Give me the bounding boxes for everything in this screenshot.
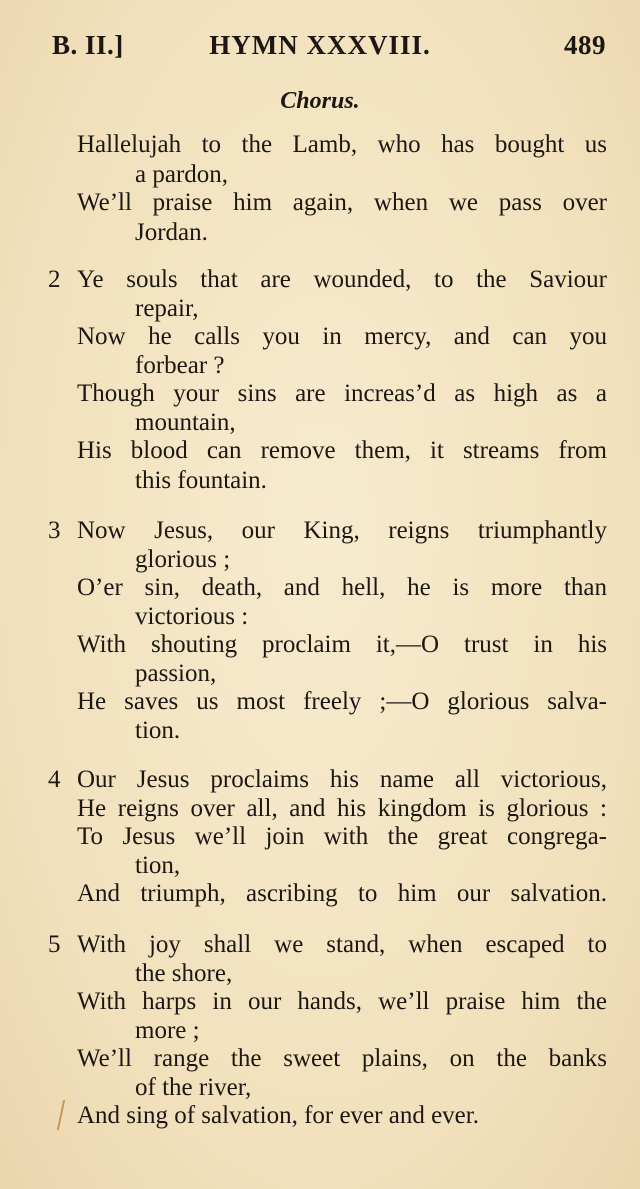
hymn-title: HYMN XXXVIII.: [209, 30, 431, 60]
running-header: [0, 30, 640, 74]
verse-number: 4: [48, 766, 61, 793]
verse-line: Our Jesus proclaims his name all victorious,: [77, 766, 607, 793]
verse-line: He saves us most freely ;—O glorious salva-: [77, 688, 607, 715]
verse-line: Now he calls you in mercy, and can you: [77, 323, 607, 350]
verse-line: And triumph, ascribing to him our salvation.: [77, 880, 607, 907]
margin-pencil-mark: [57, 1100, 71, 1130]
verse-line: glorious ;: [135, 546, 231, 573]
verse-line: Though your sins are increas’d as high as a: [77, 380, 607, 407]
verse-line: passion,: [135, 660, 217, 687]
chorus-line: Hallelujah to the Lamb, who has bought us: [77, 131, 607, 158]
verse-line: He reigns over all, and his kingdom is glorious :: [77, 795, 607, 822]
verse-line: mountain,: [135, 409, 236, 436]
verse-line: tion.: [135, 717, 181, 744]
verse-line: forbear ?: [135, 352, 225, 379]
verse-line: To Jesus we’ll join with the great congrega-: [77, 823, 607, 850]
verse-line: We’ll range the sweet plains, on the banks: [77, 1045, 607, 1072]
verse-line: victorious :: [135, 603, 249, 630]
verse-line: And sing of salvation, for ever and ever.: [77, 1102, 479, 1129]
verse-line: His blood can remove them, it streams from: [77, 437, 607, 464]
verse-line: repair,: [135, 295, 199, 322]
book-section-label: B. II.]: [52, 30, 124, 60]
verse-number: 5: [48, 931, 61, 958]
verse-line: With shouting proclaim it,—O trust in his: [77, 631, 607, 658]
verse-line: Now Jesus, our King, reigns triumphantly: [77, 517, 607, 544]
verse-line: of the river,: [135, 1074, 252, 1101]
chorus-line: We’ll praise him again, when we pass over: [77, 189, 607, 216]
verse-line: Ye souls that are wounded, to the Saviour: [77, 266, 607, 293]
chorus-line: a pardon,: [135, 161, 229, 188]
verse-line: With joy shall we stand, when escaped to: [77, 931, 607, 958]
chorus-line: Jordan.: [135, 219, 208, 246]
verse-line: tion,: [135, 852, 181, 879]
verse-line: the shore,: [135, 960, 233, 987]
verse-line: more ;: [135, 1017, 200, 1044]
verse-line: With harps in our hands, we’ll praise him the: [77, 988, 607, 1015]
chorus-label: Chorus.: [280, 88, 360, 114]
page-number: 489: [564, 30, 606, 60]
verse-line: O’er sin, death, and hell, he is more than: [77, 574, 607, 601]
verse-number: 2: [48, 266, 61, 293]
verse-line: this fountain.: [135, 467, 267, 494]
verse-number: 3: [48, 517, 61, 544]
